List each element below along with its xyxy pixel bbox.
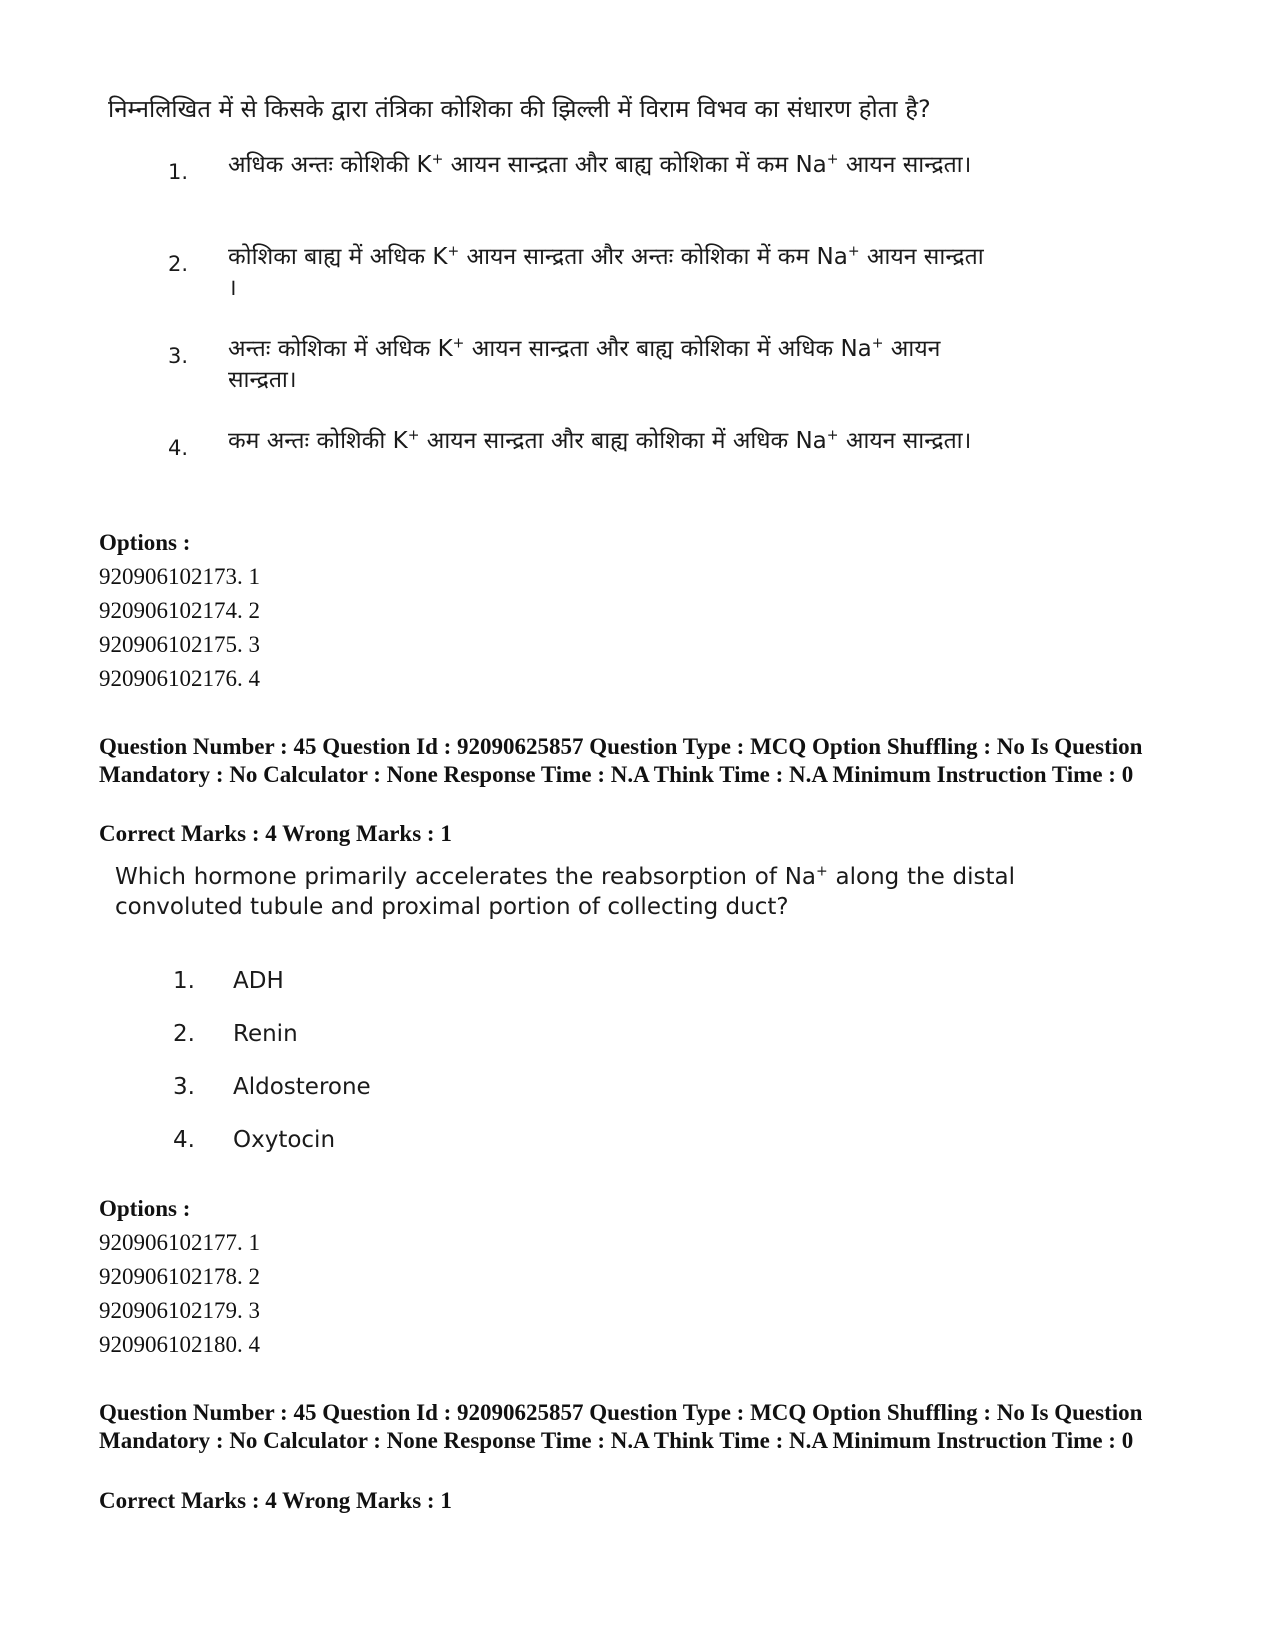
option-line: 920906102174. 2 <box>99 598 260 623</box>
question-45-meta: Question Number : 45 Question Id : 92090625857 Question Type : MCQ Option Shuffling : No Is Question Mandatory : No Calculator : None Response Time : N.A Think Time : N.A Minimum Instruction Time : 0 <box>99 734 1143 787</box>
choice-text: अधिक अन्तः कोशिकी K+ आयन सान्द्रता और बाह्य कोशिका में कम Na+ आयन सान्द्रता। <box>228 151 972 178</box>
choice-item <box>168 334 1008 426</box>
question-45-repeat-meta: Question Number : 45 Question Id : 92090625857 Question Type : MCQ Option Shuffling : No Is Question Mandatory : No Calculator : None Response Time : N.A Think Time : N.A Minimum Instruction Time : 0 <box>99 1400 1143 1453</box>
choice-number: 2. <box>168 252 189 276</box>
choice-number: 4. <box>173 1127 195 1153</box>
choice-item <box>168 426 1008 518</box>
option-line: 920906102175. 3 <box>99 632 260 657</box>
choice-text: Aldosterone <box>233 1074 371 1100</box>
option-line: 920906102176. 4 <box>99 666 260 691</box>
option-line: 920906102178. 2 <box>99 1264 260 1289</box>
options-label: Options : <box>99 1196 191 1221</box>
question-45-text: Which hormone primarily accelerates the reabsorption of Na+ along the distal convoluted tubule and proximal portion of collecting duct? <box>115 863 1016 920</box>
choice-number: 3. <box>173 1074 195 1100</box>
question-45-marks: Correct Marks : 4 Wrong Marks : 1 <box>99 821 452 846</box>
choice-number: 1. <box>173 968 195 994</box>
options-label: Options : <box>99 530 191 555</box>
choice-text: अन्तः कोशिका में अधिक K+ आयन सान्द्रता और बाह्य कोशिका में अधिक Na+ आयन सान्द्रता। <box>228 335 941 393</box>
choice-text: Renin <box>233 1021 298 1047</box>
choice-text: कम अन्तः कोशिकी K+ आयन सान्द्रता और बाह्य कोशिका में अधिक Na+ आयन सान्द्रता। <box>228 427 972 454</box>
question-44-options <box>99 526 260 696</box>
choice-number: 4. <box>168 436 189 460</box>
option-line: 920906102173. 1 <box>99 564 260 589</box>
option-line: 920906102177. 1 <box>99 1230 260 1255</box>
choice-text: कोशिका बाह्य में अधिक K+ आयन सान्द्रता और अन्तः कोशिका में कम Na+ आयन सान्द्रता । <box>228 243 984 301</box>
choice-number: 3. <box>168 344 189 368</box>
choice-item <box>168 242 1008 334</box>
choice-text: ADH <box>233 968 284 994</box>
option-line: 920906102179. 3 <box>99 1298 260 1323</box>
choice-number: 1. <box>168 160 189 184</box>
question-45-options <box>99 1192 260 1362</box>
question-44-text: निम्नलिखित में से किसके द्वारा तंत्रिका कोशिका की झिल्ली में विराम विभव का संधारण होता है? <box>108 95 931 123</box>
question-45-repeat-marks: Correct Marks : 4 Wrong Marks : 1 <box>99 1488 452 1513</box>
option-line: 920906102180. 4 <box>99 1332 260 1357</box>
choice-item <box>168 150 1008 242</box>
choice-number: 2. <box>173 1021 195 1047</box>
question-44-choices <box>168 150 1008 518</box>
choice-text: Oxytocin <box>233 1127 336 1153</box>
